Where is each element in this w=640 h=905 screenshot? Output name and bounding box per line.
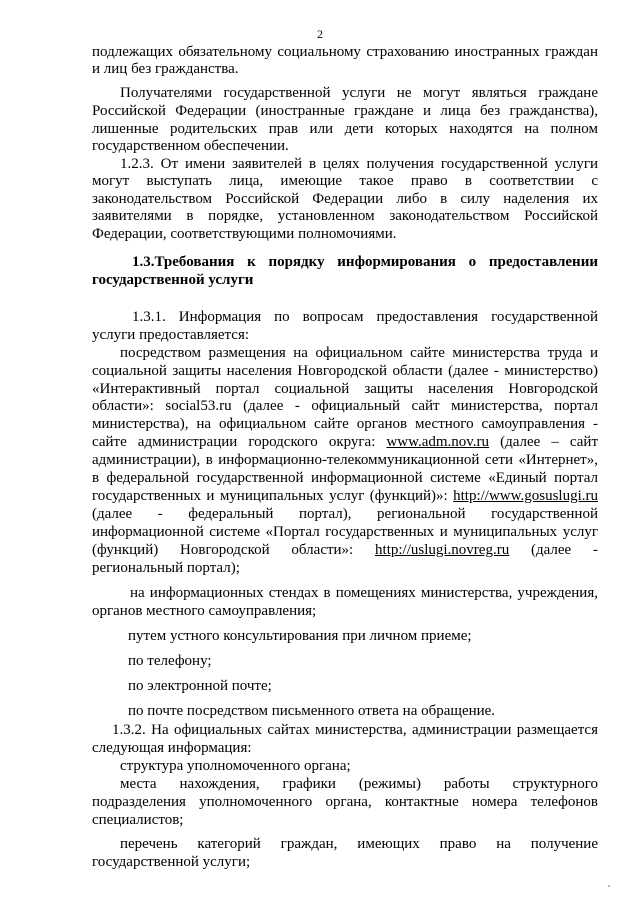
text-line: путем устного консультирования при личном приеме; [128,628,472,644]
text-line: региональный портал); [92,560,240,576]
text-line: специалистов; [92,812,184,828]
text-line: информационной системе «Портал государственных и муниципальных услуг [92,524,598,540]
text-line: 1.3.2. На официальных сайтах министерства, администрации размещается [112,722,598,738]
text-line: (функций) Новгородской области»: http://uslugi.novreg.ru (далее - [92,542,598,558]
section-heading-line: государственной услуги [92,272,254,288]
text-line: Получателями государственной услуги не могут являться граждане [120,85,598,101]
text-line: следующая информация: [92,740,252,756]
text-line: социальной защиты населения Новгородской области (далее - министерство) [92,363,598,379]
text-line: подразделения уполномоченного органа, контактные номера телефонов [92,794,598,810]
text-line: заявителями в порядке, установленном законодательством Российской [92,208,598,224]
text-line: по почте посредством письменного ответа на обращение. [128,703,496,719]
text-line: в федеральной государственной информационной системе «Единый портал [92,470,598,486]
text-line: по электронной почте; [128,678,272,694]
text-line: структура уполномоченного органа; [120,758,351,774]
text-line: Российской Федерации (иностранные граждане и лица без гражданства), [92,103,598,119]
text-line: законодательством Российской Федерации либо в силу наделения их [92,191,598,207]
text-line: 1.2.3. От имени заявителей в целях получения государственной услуги [120,156,598,172]
page-number: 2 [317,27,323,41]
section-heading-line: 1.3.Требования к порядку информирования о предоставлении [132,254,598,270]
text-line: государственной услуги; [92,854,251,870]
text-line: администрации), в информационно-телекоммуникационной сети «Интернет», [92,452,598,468]
text-line: «Интерактивный портал социальной защиты населения Новгородской [92,381,598,397]
text-line: на информационных стендах в помещениях министерства, учреждения, [130,585,598,601]
text-line: 1.3.1. Информация по вопросам предоставления государственной [132,309,598,325]
text-line: могут выступать лица, имеющие такое право в соответствии с [92,173,598,189]
scan-speck [608,885,610,887]
text-line: Федерации, соответствующими полномочиями. [92,226,397,242]
url-link[interactable]: www.adm.nov.ru [386,434,490,450]
text-line: (далее - федеральный портал), региональной государственной [92,506,598,522]
url-link[interactable]: http://www.gosuslugi.ru [453,488,598,504]
text-line: места нахождения, графики (режимы) работы структурного [120,776,598,792]
text-line: государственных и муниципальных услуг (функций)»: http://www.gosuslugi.ru [92,488,598,504]
text-line: перечень категорий граждан, имеющих право на получение [120,836,598,852]
text-line: сайте администрации городского округа: www.adm.nov.ru (далее – сайт [92,434,598,450]
text-line: министерства), на официальном сайте органов местного самоуправления - [92,416,598,432]
text-line: услуги предоставляется: [92,327,250,343]
text-line: и лиц без гражданства. [92,61,239,77]
text-line: лишенные родительских прав или дети которых находятся на полном [92,121,598,137]
text-line: посредством размещения на официальном сайте министерства труда и [120,345,598,361]
text-line: подлежащих обязательному социальному страхованию иностранных граждан [92,44,598,60]
text-line: органов местного самоуправления; [92,603,317,619]
text-line: области»: social53.ru (далее - официальный сайт министерства, портал [92,398,598,414]
url-link[interactable]: http://uslugi.novreg.ru [375,542,510,558]
text-line: государственном обеспечении. [92,138,289,154]
text-line: по телефону; [128,653,212,669]
